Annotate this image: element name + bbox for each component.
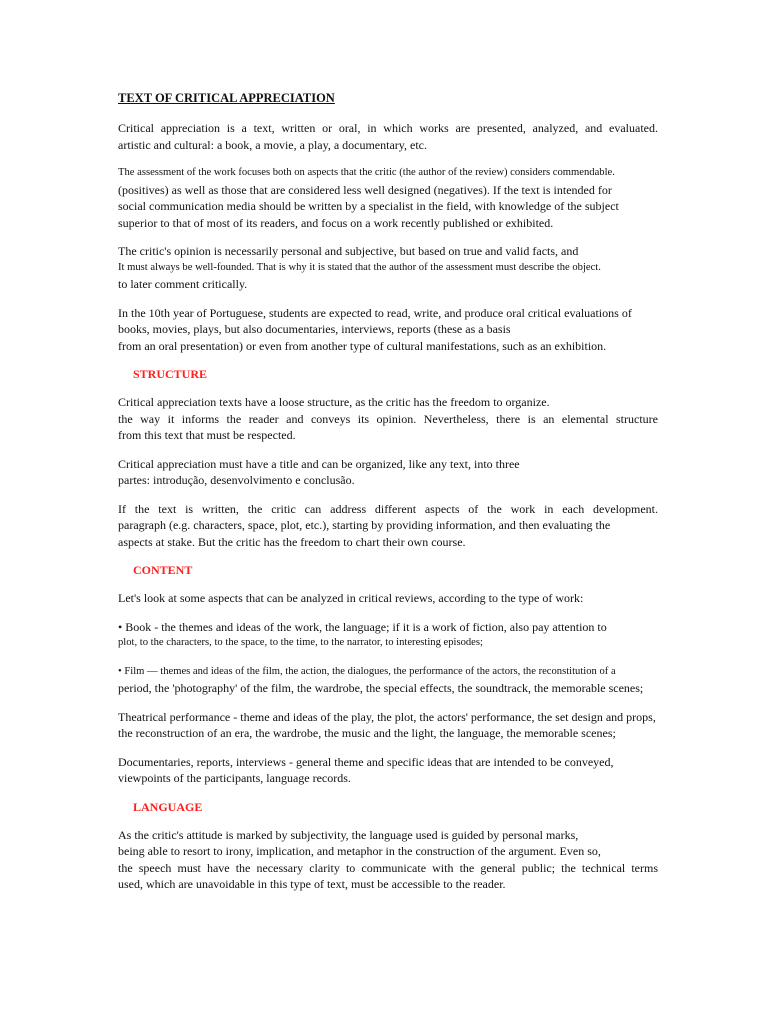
text-line: from this text that must be respected. (118, 428, 296, 442)
text-line: As the critic's attitude is marked by subjectivity, the language used is guided by personal marks, (118, 827, 579, 842)
section-heading-structure: STRUCTURE (133, 367, 208, 381)
text-line: used, which are unavoidable in this type of text, must be accessible to the reader. (118, 877, 506, 891)
text-line: partes: introdução, desenvolvimento e conclusão. (118, 473, 355, 487)
text-line: books, movies, plays, but also documentaries, interviews, reports (these as a basis (118, 322, 511, 336)
text-line: being able to resort to irony, implication, and metaphor in the construction of the argument. Even so, (118, 844, 601, 858)
text-line: Critical appreciation must have a title and can be organized, like any text, into three (118, 456, 520, 471)
text-line: the reconstruction of an era, the wardrobe, the music and the light, the language, the memorable scenes; (118, 726, 616, 740)
content-paragraph-1 (118, 590, 658, 607)
section-heading-content: CONTENT (133, 563, 193, 577)
document-title: TEXT OF CRITICAL APPRECIATION (118, 91, 335, 105)
content-bullet-book (118, 619, 658, 652)
text-line: It must always be well-founded. That is why it is stated that the author of the assessment must describe the object. (118, 261, 601, 273)
text-line: viewpoints of the participants, language records. (118, 771, 351, 785)
section-heading-language: LANGUAGE (133, 799, 203, 814)
intro-paragraph-1 (118, 120, 658, 153)
text-line: Theatrical performance - theme and ideas of the play, the plot, the actors' performance, the set design and props, (118, 709, 656, 724)
text-line: (positives) as well as those that are considered less well designed (negatives). If the text is intended for (118, 182, 612, 197)
document-body (118, 91, 658, 905)
text-line: Documentaries, reports, interviews - general theme and specific ideas that are intended to be conveyed, (118, 754, 614, 769)
text-line: plot, to the characters, to the space, to the time, to the narrator, to interesting episodes; (118, 637, 483, 648)
structure-paragraph-2 (118, 456, 658, 489)
text-line: • Book - the themes and ideas of the work, the language; if it is a work of fiction, also pay attention to (118, 619, 607, 634)
text-line: The assessment of the work focuses both on aspects that the critic (the author of the review) considers commendable. (118, 167, 615, 178)
text-line: Critical appreciation texts have a loose structure, as the critic has the freedom to organize. (118, 395, 550, 409)
text-line: The critic's opinion is necessarily personal and subjective, but based on true and valid facts, and (118, 244, 579, 258)
text-line: In the 10th year of Portuguese, students are expected to read, write, and produce oral critical evaluations of (118, 305, 632, 320)
text-line: Let's look at some aspects that can be analyzed in critical reviews, according to the type of work: (118, 591, 584, 605)
structure-paragraph-3 (118, 501, 658, 551)
text-line: from an oral presentation) or even from another type of cultural manifestations, such as an exhibition. (118, 338, 607, 353)
text-line: aspects at stake. But the critic has the freedom to chart their own course. (118, 534, 466, 549)
text-line: Critical appreciation is a text, written or oral, in which works are presented, analyzed, and evaluated. (118, 121, 658, 135)
intro-paragraph-3 (118, 243, 658, 293)
text-line: artistic and cultural: a book, a movie, a play, a documentary, etc. (118, 137, 427, 152)
text-line: the way it informs the reader and conveys its opinion. Nevertheless, there is an elemental structure (118, 411, 658, 426)
text-line: paragraph (e.g. characters, space, plot, etc.), starting by providing information, and then evaluating the (118, 518, 611, 532)
language-paragraph-1 (118, 827, 658, 893)
intro-paragraph-2 (118, 165, 658, 231)
text-line: period, the 'photography' of the film, the wardrobe, the special effects, the soundtrack, the memorable scenes; (118, 681, 644, 695)
text-line: superior to that of most of its readers, and focus on a work recently published or exhibited. (118, 215, 554, 230)
text-line: the speech must have the necessary clarity to communicate with the general public; the technical terms (118, 860, 658, 875)
text-line: to later comment critically. (118, 277, 248, 291)
text-line: • Film — themes and ideas of the film, the action, the dialogues, the performance of the actors, the reconstitution of a (118, 665, 616, 677)
content-bullet-film (118, 664, 658, 697)
content-theatrical (118, 709, 658, 742)
structure-paragraph-1 (118, 394, 658, 444)
content-documentaries (118, 754, 658, 787)
text-line: If the text is written, the critic can address different aspects of the work in each development. (118, 501, 658, 516)
intro-paragraph-4 (118, 305, 658, 355)
text-line: social communication media should be written by a specialist in the field, with knowledge of the subject (118, 199, 619, 213)
